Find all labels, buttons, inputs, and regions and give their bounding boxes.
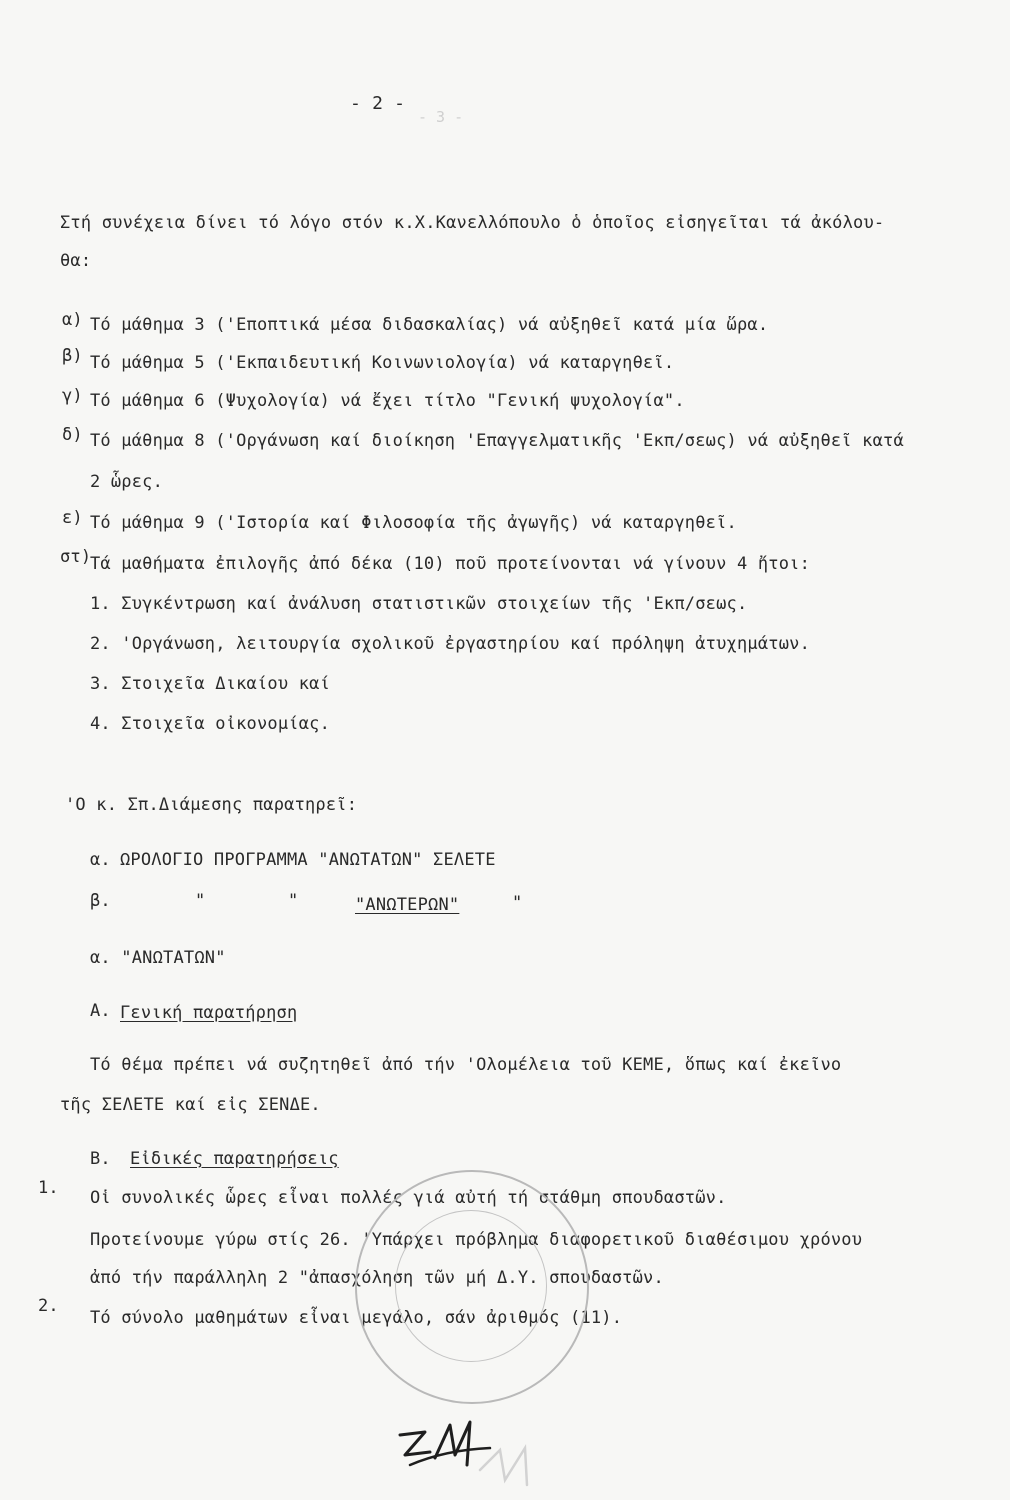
item-text-a: Τό μάθημα 3 ('Εποπτικά μέσα διδασκαλίας) νά αὐξηθεῖ κατά μία ὥρα. [90, 315, 769, 335]
elective-item-3: 3. Στοιχεῖα Δικαίου καί [90, 674, 331, 694]
remark-intro: 'Ο κ. Σπ.Διάμεσης παρατηρεῖ: [65, 795, 358, 815]
special-item-2-number: 2. [38, 1296, 59, 1316]
item-marker-f: στ) [60, 547, 92, 567]
page-number: - 2 - [350, 93, 406, 114]
item-marker-d: δ) [62, 425, 83, 445]
special-remarks-title: Εἰδικές παρατηρήσεις [130, 1149, 339, 1169]
beta-heading: "ΑΝΩΤΕΡΩΝ" [355, 895, 460, 915]
special-item-2-line-1: Τό σύνολο μαθημάτων εἶναι μεγάλο, σάν ἀριθμός (11). [90, 1308, 623, 1328]
special-item-1-number: 1. [38, 1178, 59, 1198]
beta-ditto-3: " [512, 893, 523, 913]
intro-line-2: θα: [60, 251, 92, 271]
special-marker: Β. [90, 1149, 111, 1169]
intro-line-1: Στή συνέχεια δίνει τό λόγο στόν κ.Χ.Κανελλόπουλο ὁ ὁποῖος εἰσηγεῖται τά ἀκόλου- [60, 213, 885, 233]
elective-item-4: 4. Στοιχεῖα οἰκονομίας. [90, 714, 331, 734]
beta-ditto-1: " [195, 891, 206, 911]
alpha-marker: α. [90, 850, 111, 870]
general-remark-line-1: Τό θέμα πρέπει νά συζητηθεῖ ἀπό τήν 'Ολομέλεια τοῦ ΚΕΜΕ, ὅπως καί ἐκεῖνο [90, 1055, 842, 1075]
general-marker: Α. [90, 1001, 111, 1021]
item-text-b: Τό μάθημα 5 ('Εκπαιδευτική Κοινωνιολογία) νά καταργηθεῖ. [90, 353, 675, 373]
special-item-1-line-1: Οἱ συνολικές ὧρες εἶναι πολλές γιά αὐτή τή στάθμη σπουδαστῶν. [90, 1188, 727, 1208]
item-marker-e: ε) [62, 508, 83, 528]
faint-signature-bleed [475, 1440, 555, 1495]
special-item-1-line-2: Προτείνουμε γύρω στίς 26. 'Υπάρχει πρόβλημα διαφορετικοῦ διαθέσιμου χρόνου [90, 1230, 863, 1250]
alpha-subheading: α. "ΑΝΩΤΑΤΩΝ" [90, 948, 226, 968]
item-text-d-cont: 2 ὧρες. [90, 472, 164, 492]
item-marker-a: α) [62, 310, 83, 330]
beta-ditto-2: " [288, 891, 299, 911]
item-marker-c: γ) [62, 386, 83, 406]
general-remark-line-2: τῆς ΣΕΛΕΤΕ καί εἰς ΣΕΝΔΕ. [60, 1095, 321, 1115]
elective-item-1: 1. Συγκέντρωση καί ἀνάλυση στατιστικῶν στοιχείων τῆς 'Εκπ/σεως. [90, 594, 748, 614]
round-stamp-inner-ring [395, 1210, 547, 1362]
beta-marker: β. [90, 891, 111, 911]
alpha-heading: ΩΡΟΛΟΓΙΟ ΠΡΟΓΡΑΜΜΑ "ΑΝΩΤΑΤΩΝ" ΣΕΛΕΤΕ [120, 850, 496, 870]
item-marker-b: β) [62, 346, 83, 366]
elective-item-2: 2. 'Οργάνωση, λειτουργία σχολικοῦ ἐργαστηρίου καί πρόληψη ἀτυχημάτων. [90, 634, 811, 654]
item-text-e: Τό μάθημα 9 ('Ιστορία καί Φιλοσοφία τῆς ἀγωγῆς) νά καταργηθεῖ. [90, 513, 737, 533]
item-text-d: Τό μάθημα 8 ('Οργάνωση καί διοίκηση 'Επαγγελματικῆς 'Εκπ/σεως) νά αὐξηθεῖ κατά [90, 431, 904, 451]
bleed-through-page-number: - 3 - [418, 108, 464, 126]
item-text-f: Τά μαθήματα ἐπιλογῆς ἀπό δέκα (10) ποῦ προτείνονται νά γίνουν 4 ἤτοι: [90, 554, 811, 574]
special-item-1-line-3: ἀπό τήν παράλληλη 2 "ἀπασχόληση τῶν μή Δ.Υ. σπουδαστῶν. [90, 1268, 664, 1288]
general-remark-title: Γενική παρατήρηση [120, 1003, 298, 1023]
item-text-c: Τό μάθημα 6 (Ψυχολογία) νά ἔχει τίτλο "Γενική ψυχολογία". [90, 391, 685, 411]
